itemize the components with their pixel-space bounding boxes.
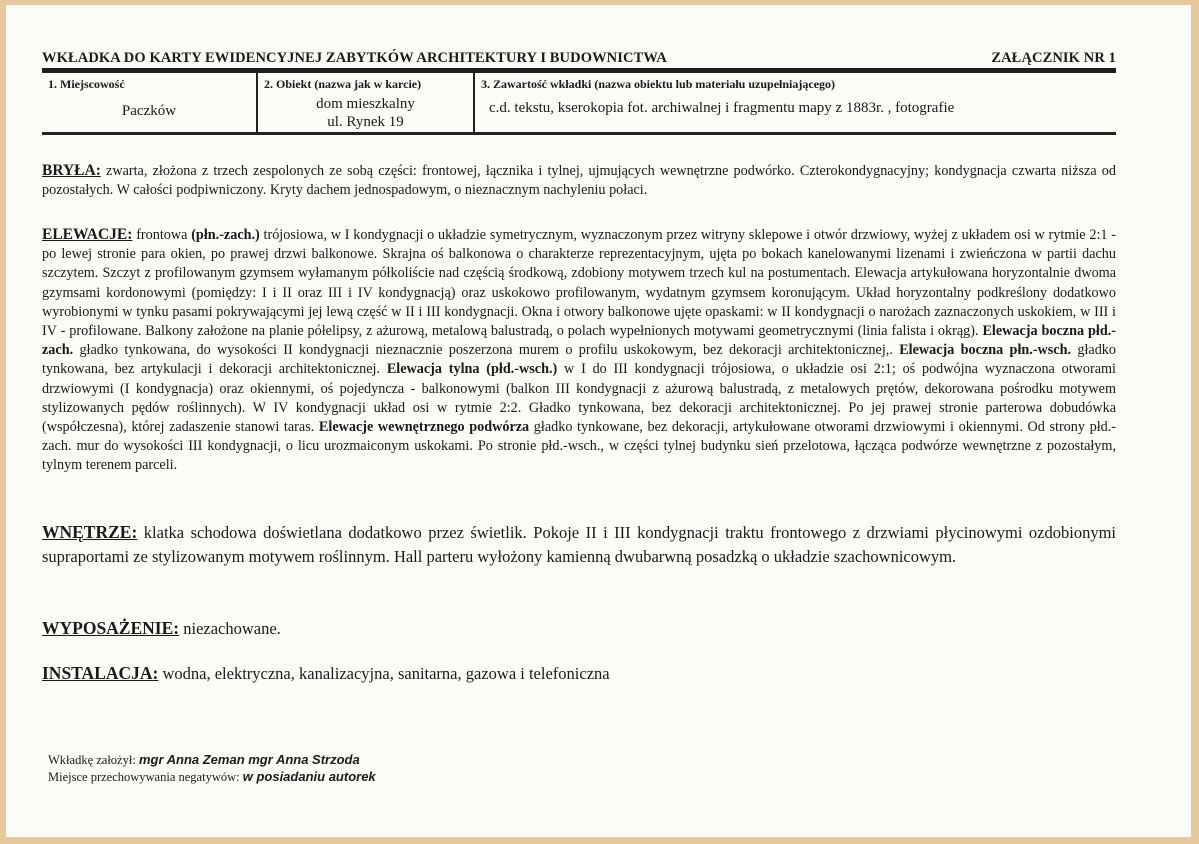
section-wyposazenie-text: niezachowane. xyxy=(179,619,281,638)
section-bryla-heading: BRYŁA: xyxy=(42,162,101,179)
section-wnetrze-text: klatka schodowa doświetlana dodatkowo przez świetlik. Pokoje II i III kondygnacji traktu frontowego z drzwiami płycinowymi ozdobionymi supraportami ze stylizowanym motywem roślinnym. Hall parteru wyłożony kamienną dwubarwną posadzką o układzie szachownicowym. xyxy=(42,523,1116,566)
document-title: WKŁADKA DO KARTY EWIDENCYJNEJ ZABYTKÓW ARCHITEKTURY I BUDOWNICTWA xyxy=(42,50,667,66)
section-instalacja xyxy=(42,661,1116,686)
field-contents-label: 3. Zawartość wkładki (nazwa obiektu lub materiału uzupełniającego) xyxy=(481,77,836,91)
field-object xyxy=(258,73,475,132)
footer-author xyxy=(48,752,360,768)
field-object-value xyxy=(258,95,473,131)
elewacje-text: trójosiowa, w I kondygnacji o układzie symetrycznym, wyznaczonym przez witryny sklepowe i otwór drzwiowy, wyżej z układem osi w rytmie 2:1 - po lewej stronie para okien, po prawej drzwi balkonowe. Skrajna oś balkonowa o charakterze reprezentacyjnym, ujęta po bokach kanelowanymi lizenami i zwieńczona w partii dachu szczytem. Szczyt z profilowanym gzymsem wyłamanym półkoliście nad częścią środkową, zdobiony motywem trzech kul na postumentach. Elewacja artykułowana horyzontalnie dwoma gzymsami kordonowymi (pomiędzy: I i II oraz III i IV kondygnacją) oraz uskokowo profilowanym, wydatnym gzymsem koronującym. Układ horyzontalny podkreślony dodatkowo wyrobionymi w tynku pasami pokrywającymi jej lewą część w II i III kondygnacji. Okna i otwory balkonowe ujęte opaskami: w II kondygnacji o narożach zaznaczonych uskokiem, w III i IV - profilowane. Balkony założone na planie półelipsy, z ażurową, metalową balustradą, o polach wypełnionych motywami geometrycznymi (linia falista i okrąg). xyxy=(42,227,1116,340)
fields-table xyxy=(42,73,1116,132)
elewacje-text: gładko tynkowana, do wysokości II kondygnacji nieznacznie poszerzona murem o profilu uskokowym, bez dekoracji architektonicznej,. xyxy=(73,342,900,359)
field-object-line2: ul. Rynek 19 xyxy=(327,114,404,130)
section-bryla xyxy=(42,161,1116,200)
field-place-value: Paczków xyxy=(121,103,177,119)
elewacje-emphasis: Elewacje wewnętrznego podwórza xyxy=(318,419,530,436)
elewacje-text: w I do III kondygnacji trójosiowa, o układzie osi 2:1; oś podwójna wyznaczona otworami drzwiowymi (I kondygnacja) oraz okiennymi, oś pojedyncza - balkonowymi (balkon III kondygnacji z ażurową balustradą, z metalowych prętów, dekorowana pośrodku motywem stylizowanych pędów roślinnych). W IV kondygnacji układ osi w rytmie 2:2. Gładko tynkowana, bez dekoracji architektonicznej. Po jej prawej stronie parterowa dobudówka (współczesna), której zadaszenie stanowi taras. xyxy=(42,361,1116,436)
section-wnetrze xyxy=(42,520,1116,569)
elewacje-text: frontowa xyxy=(132,227,192,243)
elewacje-text: gładko tynkowana, bez artykulacji i dekoracji architektonicznej. xyxy=(42,342,1116,378)
section-instalacja-heading: INSTALACJA: xyxy=(42,663,159,683)
section-elewacje xyxy=(42,225,1116,476)
footer-negatives xyxy=(48,769,376,785)
field-object-label: 2. Obiekt (nazwa jak w karcie) xyxy=(264,77,422,91)
elewacje-emphasis: Elewacja tylna (płd.-wsch.) xyxy=(386,361,558,378)
field-object-line1: dom mieszkalny xyxy=(316,96,415,112)
section-elewacje-heading: ELEWACJE: xyxy=(42,226,133,243)
elewacje-emphasis: Elewacja boczna płn.-wsch. xyxy=(899,342,1072,359)
document-header xyxy=(42,50,1116,67)
footer-negatives-label: Miejsce przechowywania negatywów: xyxy=(48,770,243,784)
elewacje-emphasis: (płn.-zach.) xyxy=(191,227,260,243)
field-contents xyxy=(475,73,1116,132)
field-contents-value: c.d. tekstu, kserokopia fot. archiwalnej i fragmentu mapy z 1883r. , fotografie xyxy=(489,100,955,116)
footer-negatives-value: w posiadaniu autorek xyxy=(242,769,376,784)
field-place-label: 1. Miejscowość xyxy=(48,77,125,91)
section-bryla-text: zwarta, złożona z trzech zespolonych ze sobą części: frontowej, łącznika i tylnej, ujmujących wewnętrzne podwórko. Czterokondygnacyjny; kondygnacja czwarta niższa od pozostałych. W całości podpiwniczony. Kryty dachem jednospadowym, o nieznacznym nachyleniu połaci. xyxy=(42,163,1116,199)
annex-number: ZAŁĄCZNIK NR 1 xyxy=(991,50,1116,66)
section-wyposazenie xyxy=(42,616,1116,641)
footer-author-label: Wkładkę założył: xyxy=(48,753,139,767)
elewacje-emphasis: Elewacja boczna płd.-zach. xyxy=(42,323,1116,359)
footer-author-value: mgr Anna Zeman mgr Anna Strzoda xyxy=(138,752,360,767)
field-place xyxy=(42,73,258,132)
elewacje-text: gładko tynkowane, bez dekoracji, artykułowane otworami drzwiowymi i okiennymi. Od strony płd.-zach. mur do wysokości III kondygnacji, o licu urozmaiconym uskokami. Po stronie płd.-wsch., w części tylnej budynku sień przelotowa, łącząca podwórze wewnętrzne z pozostałym, tylnym terenem parceli. xyxy=(42,419,1117,474)
section-instalacja-text: wodna, elektryczna, kanalizacyjna, sanitarna, gazowa i telefoniczna xyxy=(158,664,610,683)
section-wyposazenie-heading: WYPOSAŻENIE: xyxy=(42,618,180,638)
table-bottom-rule xyxy=(42,132,1116,135)
section-wnetrze-heading: WNĘTRZE: xyxy=(42,522,138,542)
